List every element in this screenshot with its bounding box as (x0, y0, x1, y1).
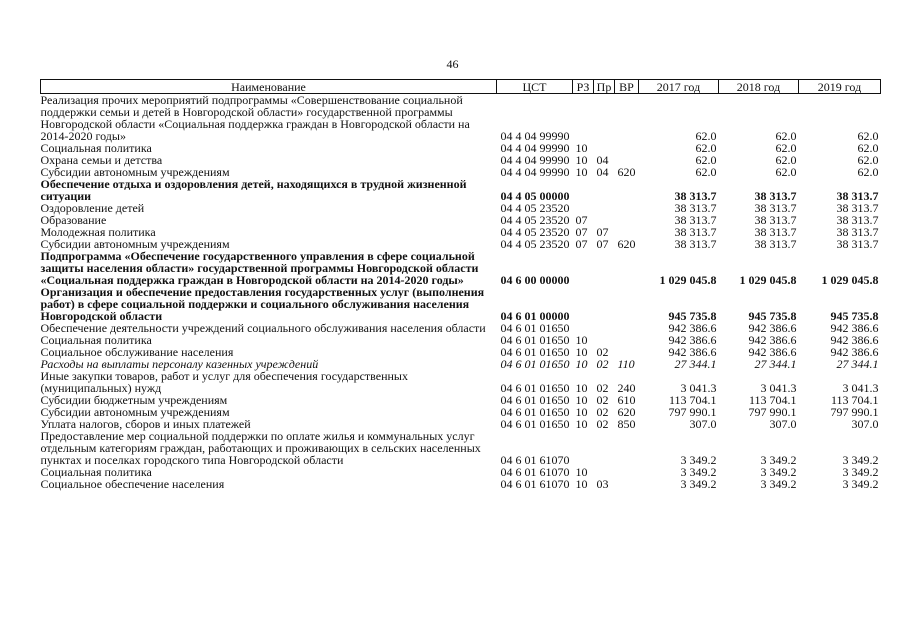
cell-2018: 27 344.1 (754, 357, 797, 371)
cell-2019: 62.0 (857, 141, 879, 155)
cell-2019: 62.0 (857, 129, 879, 143)
cell-2017: 3 041.3 (680, 381, 717, 395)
cell-rz: 07 (575, 213, 588, 227)
cell-cst: 04 6 01 01650 (500, 417, 570, 431)
cell-pr (594, 286, 615, 322)
cell-vr (615, 214, 639, 226)
cell-rz: 10 (575, 153, 588, 167)
cell-pr (594, 322, 615, 334)
cell-vr (615, 250, 639, 286)
cell-name: Субсидии бюджетным учреждениям (40, 393, 228, 407)
cell-cst: 04 6 01 01650 (500, 381, 570, 395)
cell-vr: 110 (617, 357, 635, 371)
cell-2019: 62.0 (857, 165, 879, 179)
cell-name: Социальное обслуживание населения (40, 345, 234, 359)
cell-rz: 07 (575, 225, 588, 239)
table-row (41, 370, 881, 394)
cell-2019: 3 349.2 (842, 465, 879, 479)
cell-pr: 02 (596, 393, 609, 407)
cell-2018: 38 313.7 (754, 189, 797, 203)
cell-name: Охрана семьи и детства (40, 153, 163, 167)
cell-pr: 07 (596, 237, 609, 251)
cell-2019: 62.0 (857, 153, 879, 167)
cell-cst: 04 6 01 01650 (500, 357, 570, 371)
cell-2017: 3 349.2 (680, 465, 717, 479)
cell-2018: 38 313.7 (754, 225, 797, 239)
cell-2019: 797 990.1 (830, 405, 879, 419)
cell-cst: 04 4 05 23520 (500, 225, 570, 239)
cell-rz (573, 286, 594, 322)
cell-pr: 03 (596, 477, 609, 491)
cell-2017: 3 349.2 (680, 453, 717, 467)
cell-2019: 942 386.6 (830, 333, 879, 347)
cell-name: Подпрограмма «Обеспечение государственного управления в сфере социальной защиты населения области» государственной программы Новгородской области «Социальная поддержка граждан в Новгородской области на 2014-2020 годы» (40, 249, 479, 287)
header-rz: РЗ (573, 80, 594, 94)
cell-name: Образование (40, 213, 107, 227)
cell-pr (594, 430, 615, 466)
cell-rz: 10 (575, 477, 588, 491)
cell-name: Социальное обеспечение населения (40, 477, 225, 491)
cell-2019: 307.0 (851, 417, 879, 431)
cell-vr (615, 322, 639, 334)
cell-pr (594, 250, 615, 286)
cell-rz (573, 250, 594, 286)
cell-vr (615, 202, 639, 214)
cell-name: Реализация прочих мероприятий подпрограммы «Совершенствование социальной поддержки семьи и детей в Новгородской области» государственной программы Новгородской области «Социальная поддержка граждан в Новгородской области на 2014-2020 годы» (40, 93, 470, 143)
cell-2017: 38 313.7 (674, 213, 717, 227)
cell-vr (615, 430, 639, 466)
table-row (41, 286, 881, 322)
cell-name: Социальная политика (40, 465, 152, 479)
cell-vr: 620 (617, 237, 636, 251)
cell-2019: 38 313.7 (836, 225, 879, 239)
table-row (41, 478, 881, 490)
cell-rz: 10 (575, 417, 588, 431)
cell-pr (594, 178, 615, 202)
header-2019: 2019 год (799, 80, 881, 94)
cell-2017: 113 704.1 (668, 393, 717, 407)
cell-vr: 850 (617, 417, 636, 431)
cell-cst: 04 6 01 01650 (500, 321, 570, 335)
header-name: Наименование (41, 80, 497, 94)
cell-2018: 62.0 (775, 153, 797, 167)
header-row (41, 80, 881, 94)
cell-cst: 04 6 00 00000 (500, 273, 570, 287)
cell-name: Иные закупки товаров, работ и услуг для обеспечения государственных (муниципальных) нужд (40, 369, 408, 395)
cell-2017: 38 313.7 (674, 237, 717, 251)
header-cst: ЦСТ (497, 80, 573, 94)
cell-2017: 62.0 (695, 129, 717, 143)
header-2017: 2017 год (639, 80, 719, 94)
cell-cst: 04 4 05 23520 (500, 237, 570, 251)
cell-cst: 04 4 04 99990 (500, 141, 570, 155)
cell-vr: 240 (617, 381, 636, 395)
cell-2017: 38 313.7 (674, 225, 717, 239)
cell-2019: 3 041.3 (842, 381, 879, 395)
cell-2018: 3 349.2 (760, 453, 797, 467)
cell-vr (615, 478, 639, 490)
header-2018: 2018 год (719, 80, 799, 94)
cell-rz: 10 (575, 465, 588, 479)
cell-2018: 3 349.2 (760, 465, 797, 479)
cell-pr: 04 (596, 153, 609, 167)
cell-vr: 620 (617, 165, 636, 179)
cell-name: Обеспечение отдыха и оздоровления детей, находящихся в трудной жизненной ситуации (40, 177, 467, 203)
cell-cst: 04 6 01 01650 (500, 393, 570, 407)
cell-rz: 10 (575, 405, 588, 419)
cell-name: Оздоровление детей (40, 201, 145, 215)
cell-2018: 62.0 (775, 141, 797, 155)
cell-2018: 113 704.1 (748, 393, 797, 407)
cell-vr: 610 (617, 393, 636, 407)
cell-2018: 942 386.6 (748, 333, 797, 347)
cell-pr: 02 (596, 405, 609, 419)
cell-2018: 942 386.6 (748, 321, 797, 335)
cell-vr (615, 286, 639, 322)
cell-name: Организация и обеспечение предоставления государственных услуг (выполнения работ) в сфере социальной поддержки и социального обслуживания населения Новгородской области (40, 285, 485, 323)
cell-2017: 942 386.6 (668, 321, 717, 335)
cell-2019: 3 349.2 (842, 453, 879, 467)
cell-2017: 3 349.2 (680, 477, 717, 491)
cell-pr: 07 (596, 225, 609, 239)
cell-vr (615, 466, 639, 478)
cell-2018: 307.0 (769, 417, 797, 431)
cell-2017: 62.0 (695, 153, 717, 167)
cell-2017: 942 386.6 (668, 333, 717, 347)
cell-name: Субсидии автономным учреждениям (40, 165, 230, 179)
table-header (41, 80, 881, 94)
cell-2018: 3 041.3 (760, 381, 797, 395)
budget-table (40, 79, 881, 490)
cell-2017: 62.0 (695, 165, 717, 179)
header-pr: Пр (594, 80, 615, 94)
cell-pr: 02 (596, 417, 609, 431)
cell-2019: 3 349.2 (842, 477, 879, 491)
cell-2018: 1 029 045.8 (739, 273, 797, 287)
cell-name: Социальная политика (40, 333, 152, 347)
cell-vr (615, 334, 639, 346)
cell-2017: 797 990.1 (668, 405, 717, 419)
cell-name: Предоставление мер социальной поддержки по оплате жилья и коммунальных услуг отдельным категориям граждан, работающих и проживающих в сельских населенных пунктах и поселках городского типа Новгородской области (40, 429, 481, 467)
cell-rz (573, 430, 594, 466)
cell-vr (615, 94, 639, 143)
cell-2019: 38 313.7 (836, 201, 879, 215)
table-row (41, 142, 881, 154)
cell-cst: 04 6 01 61070 (500, 477, 570, 491)
cell-rz: 10 (575, 345, 588, 359)
table-body (41, 94, 881, 491)
cell-cst: 04 6 01 00000 (500, 309, 570, 323)
cell-name: Обеспечение деятельности учреждений социального обслуживания населения области (40, 321, 486, 335)
cell-pr: 02 (596, 357, 609, 371)
table-row (41, 430, 881, 466)
cell-vr (615, 178, 639, 202)
cell-2017: 1 029 045.8 (659, 273, 717, 287)
cell-cst: 04 6 01 61070 (500, 453, 570, 467)
cell-cst: 04 4 05 23520 (500, 213, 570, 227)
cell-vr: 620 (617, 405, 636, 419)
cell-cst: 04 4 05 23520 (500, 201, 570, 215)
header-vr: ВР (615, 80, 639, 94)
cell-2019: 27 344.1 (836, 357, 879, 371)
cell-cst: 04 4 04 99990 (500, 153, 570, 167)
cell-2019: 38 313.7 (836, 189, 879, 203)
cell-2019: 945 735.8 (830, 309, 879, 323)
cell-2018: 62.0 (775, 165, 797, 179)
table-row (41, 250, 881, 286)
table-row (41, 178, 881, 202)
cell-rz: 10 (575, 165, 588, 179)
cell-2017: 27 344.1 (674, 357, 717, 371)
cell-2017: 38 313.7 (674, 201, 717, 215)
cell-name: Расходы на выплаты персоналу казенных учреждений (40, 357, 319, 371)
cell-name: Уплата налогов, сборов и иных платежей (40, 417, 251, 431)
cell-2019: 942 386.6 (830, 345, 879, 359)
cell-rz: 10 (575, 333, 588, 347)
cell-rz: 10 (575, 141, 588, 155)
cell-2018: 38 313.7 (754, 237, 797, 251)
cell-2018: 62.0 (775, 129, 797, 143)
cell-2018: 797 990.1 (748, 405, 797, 419)
cell-cst: 04 4 04 99990 (500, 129, 570, 143)
cell-pr: 02 (596, 345, 609, 359)
page-number: 46 (446, 57, 459, 71)
cell-rz (573, 178, 594, 202)
cell-2017: 307.0 (689, 417, 717, 431)
cell-cst: 04 6 01 01650 (500, 333, 570, 347)
cell-name: Субсидии автономным учреждениям (40, 237, 230, 251)
cell-2019: 942 386.6 (830, 321, 879, 335)
cell-2017: 38 313.7 (674, 189, 717, 203)
cell-cst: 04 6 01 01650 (500, 405, 570, 419)
cell-cst: 04 4 04 99990 (500, 165, 570, 179)
cell-cst: 04 6 01 61070 (500, 465, 570, 479)
cell-rz (573, 94, 594, 143)
cell-2018: 942 386.6 (748, 345, 797, 359)
cell-2018: 38 313.7 (754, 201, 797, 215)
cell-cst: 04 6 01 01650 (500, 345, 570, 359)
cell-2017: 62.0 (695, 141, 717, 155)
cell-2019: 113 704.1 (830, 393, 879, 407)
cell-pr (594, 94, 615, 143)
cell-pr (594, 202, 615, 214)
cell-pr: 04 (596, 165, 609, 179)
cell-rz: 10 (575, 393, 588, 407)
cell-name: Молодежная политика (40, 225, 156, 239)
cell-2018: 3 349.2 (760, 477, 797, 491)
cell-2018: 945 735.8 (748, 309, 797, 323)
cell-pr: 02 (596, 381, 609, 395)
cell-vr (615, 142, 639, 154)
cell-2017: 945 735.8 (668, 309, 717, 323)
cell-2017: 942 386.6 (668, 345, 717, 359)
cell-name: Социальная политика (40, 141, 152, 155)
cell-rz: 10 (575, 381, 588, 395)
cell-rz: 07 (575, 237, 588, 251)
table-row (41, 94, 881, 143)
cell-2019: 38 313.7 (836, 237, 879, 251)
cell-name: Субсидии автономным учреждениям (40, 405, 230, 419)
cell-2019: 1 029 045.8 (821, 273, 879, 287)
cell-cst: 04 4 05 00000 (500, 189, 570, 203)
cell-2019: 38 313.7 (836, 213, 879, 227)
cell-rz: 10 (575, 357, 588, 371)
cell-2018: 38 313.7 (754, 213, 797, 227)
